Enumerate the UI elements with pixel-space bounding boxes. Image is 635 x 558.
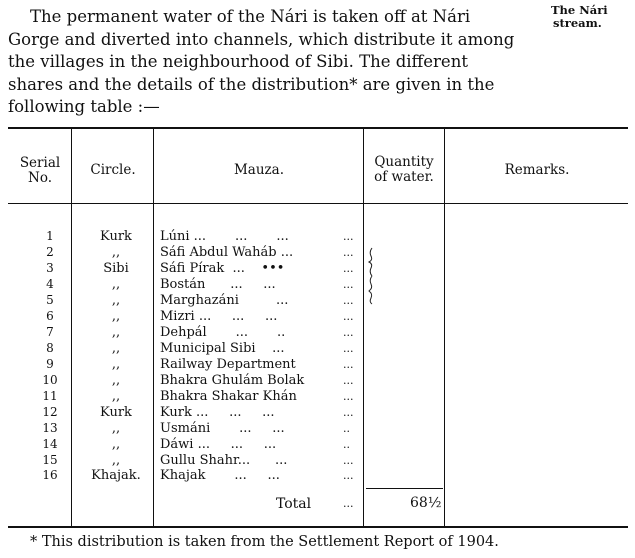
table-row — [0, 453, 635, 468]
table-row — [0, 277, 635, 292]
table-bottom-rule — [8, 526, 628, 528]
circle-cell: Kurk — [100, 229, 132, 244]
circle-cell: ,, — [111, 437, 121, 452]
circle-cell: ,, — [111, 421, 121, 436]
mauza-cell: Sáfi Pírak ... ••• — [160, 261, 285, 276]
serial-cell: 15 — [42, 453, 58, 467]
dots-cell: ... — [343, 262, 354, 275]
circle-cell: Sibi — [103, 261, 129, 276]
mauza-cell: Sáfi Abdul Waháb ... — [160, 245, 294, 260]
serial-cell: 10 — [42, 373, 58, 387]
table-row — [0, 261, 635, 276]
dots-cell: ... — [343, 406, 354, 419]
header-quantity-line: Quantity — [374, 154, 434, 170]
header-circle: Circle. — [90, 162, 136, 178]
table-row — [0, 468, 635, 483]
dots-cell: ... — [343, 278, 354, 291]
serial-cell: 6 — [46, 309, 54, 323]
dots-cell: ... — [343, 230, 354, 243]
header-serial-line: Serial — [19, 155, 61, 171]
circle-cell: ,, — [111, 245, 121, 260]
dots-cell: ... — [343, 390, 354, 403]
table-row — [0, 373, 635, 388]
paragraph-line: the villages in the neighbourhood of Sibi. The different — [8, 52, 468, 71]
mauza-cell: Bhakra Ghulám Bolak — [160, 373, 305, 388]
circle-cell: ,, — [111, 341, 121, 356]
paragraph-line: shares and the details of the distribution* are given in the — [8, 74, 495, 94]
total-rule — [366, 488, 443, 489]
mauza-cell: Railway Department — [160, 357, 296, 372]
mauza-cell: Gullu Shahr... ... — [160, 453, 288, 468]
table-row — [0, 229, 635, 244]
circle-cell: ,, — [111, 309, 121, 324]
dots-cell: ... — [343, 310, 354, 323]
serial-cell: 9 — [46, 357, 54, 371]
serial-cell: 13 — [42, 421, 58, 435]
serial-cell: 12 — [42, 405, 58, 419]
serial-cell: 5 — [46, 293, 54, 307]
serial-cell: 1 — [46, 229, 54, 243]
serial-cell: 7 — [46, 325, 54, 339]
serial-cell: 2 — [46, 245, 54, 259]
dots-cell: ... — [343, 326, 354, 339]
paragraph-line: Gorge and diverted into channels, which distribute it among — [8, 29, 515, 49]
header-bottom-rule — [8, 203, 628, 204]
total-label: Total — [276, 496, 312, 512]
table-row — [0, 357, 635, 372]
paragraph-line: following table :— — [8, 97, 160, 116]
mauza-cell: Kurk ... ... ... — [160, 405, 275, 420]
table-row — [0, 293, 635, 308]
total-dots: ... — [343, 497, 354, 510]
circle-cell: ,, — [111, 277, 121, 292]
intro-paragraph — [8, 6, 538, 119]
dots-cell: ... — [343, 469, 354, 482]
serial-cell: 3 — [46, 261, 54, 275]
dots-cell: ... — [343, 246, 354, 259]
paragraph-line: The permanent water of the Nári is taken off at Nári — [30, 7, 471, 26]
header-serial-line: No. — [28, 170, 52, 186]
circle-cell: ,, — [111, 357, 121, 372]
mauza-cell: Lúni ... ... ... — [160, 229, 289, 244]
mauza-cell: Marghazáni ... — [160, 293, 289, 308]
circle-cell: Kurk — [100, 405, 132, 420]
table-row — [0, 325, 635, 340]
table-row — [0, 309, 635, 324]
serial-cell: 11 — [42, 389, 58, 403]
table-row — [0, 245, 635, 260]
header-remarks: Remarks. — [504, 162, 570, 178]
header-mauza: Mauza. — [233, 162, 285, 178]
footnote: * This distribution is taken from the Settlement Report of 1904. — [30, 534, 499, 550]
circle-cell: ,, — [111, 389, 121, 404]
dots-cell: ... — [343, 374, 354, 387]
margin-note-line: stream. — [553, 16, 602, 30]
dots-cell: .. — [343, 422, 350, 435]
table-row — [0, 421, 635, 436]
mauza-cell: Usmáni ... ... — [160, 421, 285, 436]
margin-note-line: The Nári — [551, 3, 608, 17]
header-quantity — [365, 155, 443, 185]
table-row — [0, 389, 635, 404]
mauza-cell: Mizri ... ... ... — [160, 309, 278, 324]
total-value: 68½ — [410, 495, 442, 511]
header-serial — [12, 156, 68, 186]
dots-cell: .. — [343, 438, 350, 451]
mauza-cell: Bostán ... ... — [160, 277, 276, 292]
dots-cell: ... — [343, 358, 354, 371]
circle-cell: ,, — [111, 325, 121, 340]
mauza-cell: Dáwi ... ... ... — [160, 437, 277, 452]
dots-cell: ... — [343, 454, 354, 467]
margin-note — [551, 4, 635, 30]
mauza-cell: Municipal Sibi ... — [160, 341, 285, 356]
grouping-brace — [366, 246, 376, 306]
serial-cell: 16 — [42, 468, 58, 482]
circle-cell: ,, — [111, 373, 121, 388]
header-quantity-line: of water. — [374, 169, 434, 185]
mauza-cell: Bhakra Shakar Khán — [160, 389, 297, 404]
serial-cell: 4 — [46, 277, 54, 291]
dots-cell: ... — [343, 294, 354, 307]
serial-cell: 14 — [42, 437, 58, 451]
circle-cell: ,, — [111, 453, 121, 468]
circle-cell: Khajak. — [91, 468, 141, 483]
mauza-cell: Dehpál ... .. — [160, 325, 286, 340]
mauza-cell: Khajak ... ... — [160, 468, 280, 483]
dots-cell: ... — [343, 342, 354, 355]
table-row — [0, 405, 635, 420]
table-row — [0, 437, 635, 452]
circle-cell: ,, — [111, 293, 121, 308]
table-top-rule — [8, 127, 628, 129]
table-row — [0, 341, 635, 356]
serial-cell: 8 — [46, 341, 54, 355]
